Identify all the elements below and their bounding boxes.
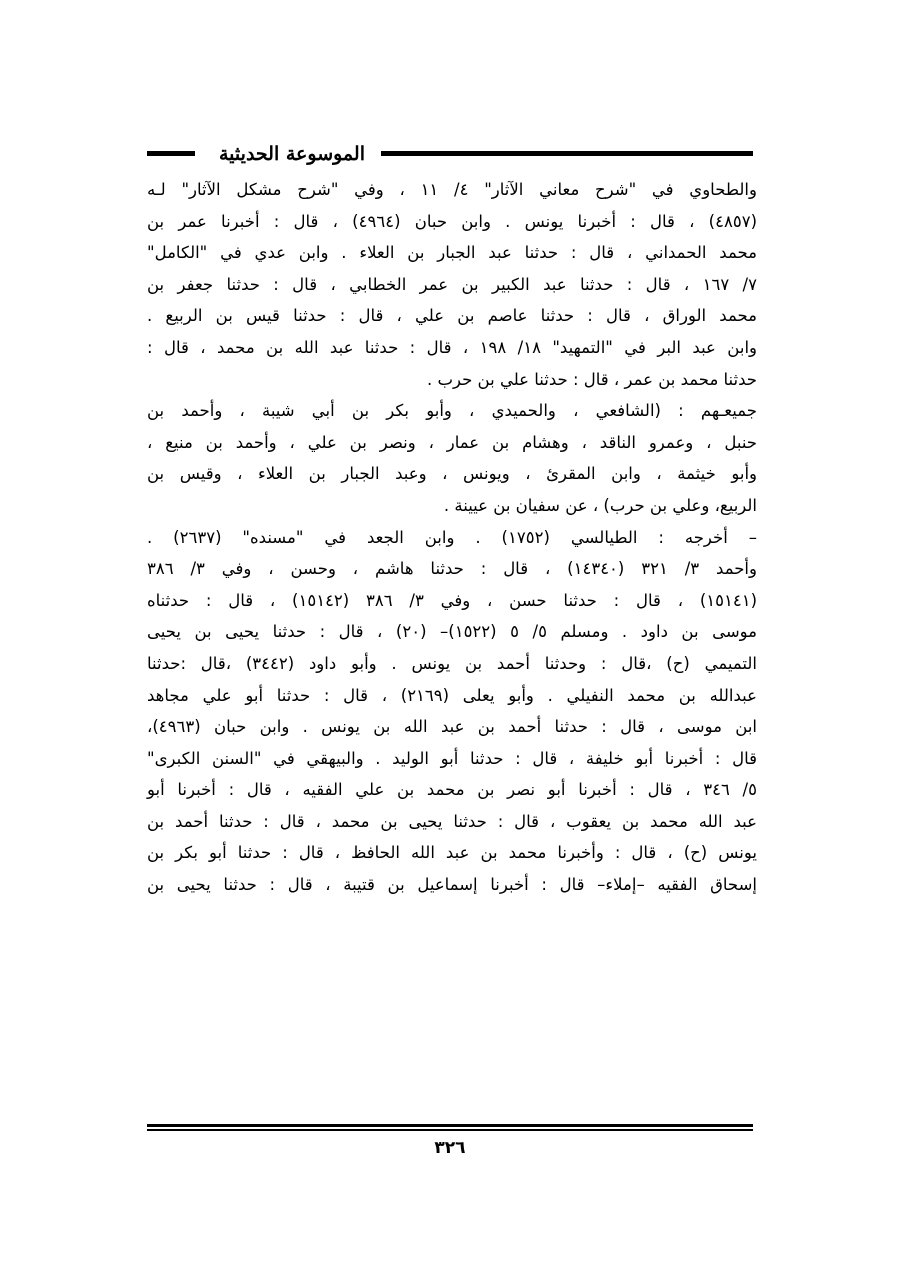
text-line: وأحمد ٣/ ٣٢١ (١٤٣٤٠) ، قال : حدثنا هاشم ، وحسن ، وفي ٣/ ٣٨٦ <box>147 559 757 579</box>
text-line: وابن عبد البر في "التمهيد" ١٨/ ١٩٨ ، قال : حدثنا عبد الله بن محمد ، قال : <box>147 337 757 357</box>
text-line: عبدالله بن محمد النفيلي . وأبو يعلى (٢١٦٩) ، قال : حدثنا أبو علي مجاهد <box>147 685 757 705</box>
text-line: عبد الله محمد بن يعقوب ، قال : حدثنا يحيى بن محمد ، قال : حدثنا أحمد بن <box>147 811 757 831</box>
page-header <box>147 140 753 170</box>
text-line: (١٥١٤١) ، قال : حدثنا حسن ، وفي ٣/ ٣٨٦ (١٥١٤٢) ، قال : حدثناه <box>147 590 758 610</box>
text-line: (٤٨٥٧) ، قال : أخبرنا يونس . وابن حبان (٤٩٦٤) ، قال : أخبرنا عمر بن <box>147 211 757 231</box>
text-line: والطحاوي في "شرح معاني الآثار" ٤/ ١١ ، وفي "شرح مشكل الآثار" لـه <box>147 180 757 199</box>
text-line: الربيع، وعلي بن حرب) ، عن سفيان بن عيينة . <box>443 495 757 515</box>
text-line: ٧/ ١٦٧ ، قال : حدثنا عبد الكبير بن عمر الخطابي ، قال : حدثنا جعفر بن <box>147 274 757 294</box>
page-number: ٣٢٦ <box>434 1138 466 1158</box>
text-line: محمد الوراق ، قال : حدثنا عاصم بن علي ، قال : حدثنا قيس بن الربيع . <box>147 306 757 326</box>
text-line: جميعـهم : (الشافعي ، والحميدي ، وأبو بكر بن أبي شيبة ، وأحمد بن <box>147 401 757 421</box>
text-line: موسى بن داود . ومسلم ٥/ ٥ (١٥٢٢)– (٢٠) ، قال : حدثنا يحيى بن يحيى <box>147 622 758 642</box>
text-line: يونس (ح) ، قال : وأخبرنا محمد بن عبد الله الحافظ ، قال : حدثنا أبو بكر بن <box>147 843 757 863</box>
page-title: الموسوعة الحديثية <box>219 143 365 165</box>
text-line: التميمي (ح) ،قال : وحدثنا أحمد بن يونس . وأبو داود (٣٤٤٢) ،قال :حدثنا <box>147 653 757 673</box>
text-line: ابن موسى ، قال : حدثنا أحمد بن عبد الله بن يونس . وابن حبان (٤٩٦٣)، <box>147 717 757 737</box>
text-line: – أخرجه : الطيالسي (١٧٥٢) . وابن الجعد في "مسنده" (٢٦٣٧) . <box>147 527 757 547</box>
header-rule-right <box>381 151 753 156</box>
footer-rule <box>147 1124 753 1131</box>
text-line: محمد الحمداني ، قال : حدثنا عبد الجبار بن العلاء . وابن عدي في "الكامل" <box>147 243 757 263</box>
text-line: إسحاق الفقيه –إملاء– قال : أخبرنا إسماعيل بن قتيبة ، قال : حدثنا يحيى بن <box>147 875 757 895</box>
body-text <box>147 174 757 901</box>
text-line: ٥/ ٣٤٦ ، قال : أخبرنا أبو نصر بن محمد بن علي الفقيه ، قال : أخبرنا أبو <box>147 780 757 800</box>
text-line: قال : أخبرنا أبو خليفة ، قال : حدثنا أبو الوليد . والبيهقي في "السنن الكبرى" <box>147 748 757 768</box>
text-line: حنبل ، وعمرو الناقد ، وهشام بن عمار ، ونصر بن علي ، وأحمد بن منيع ، <box>147 432 757 452</box>
text-line: حدثنا محمد بن عمر ، قال : حدثنا علي بن حرب . <box>426 369 757 389</box>
header-rule-left <box>147 151 195 156</box>
text-line: وأبو خيثمة ، وابن المقرئ ، ويونس ، وعبد الجبار بن العلاء ، وقيس بن <box>147 464 757 484</box>
